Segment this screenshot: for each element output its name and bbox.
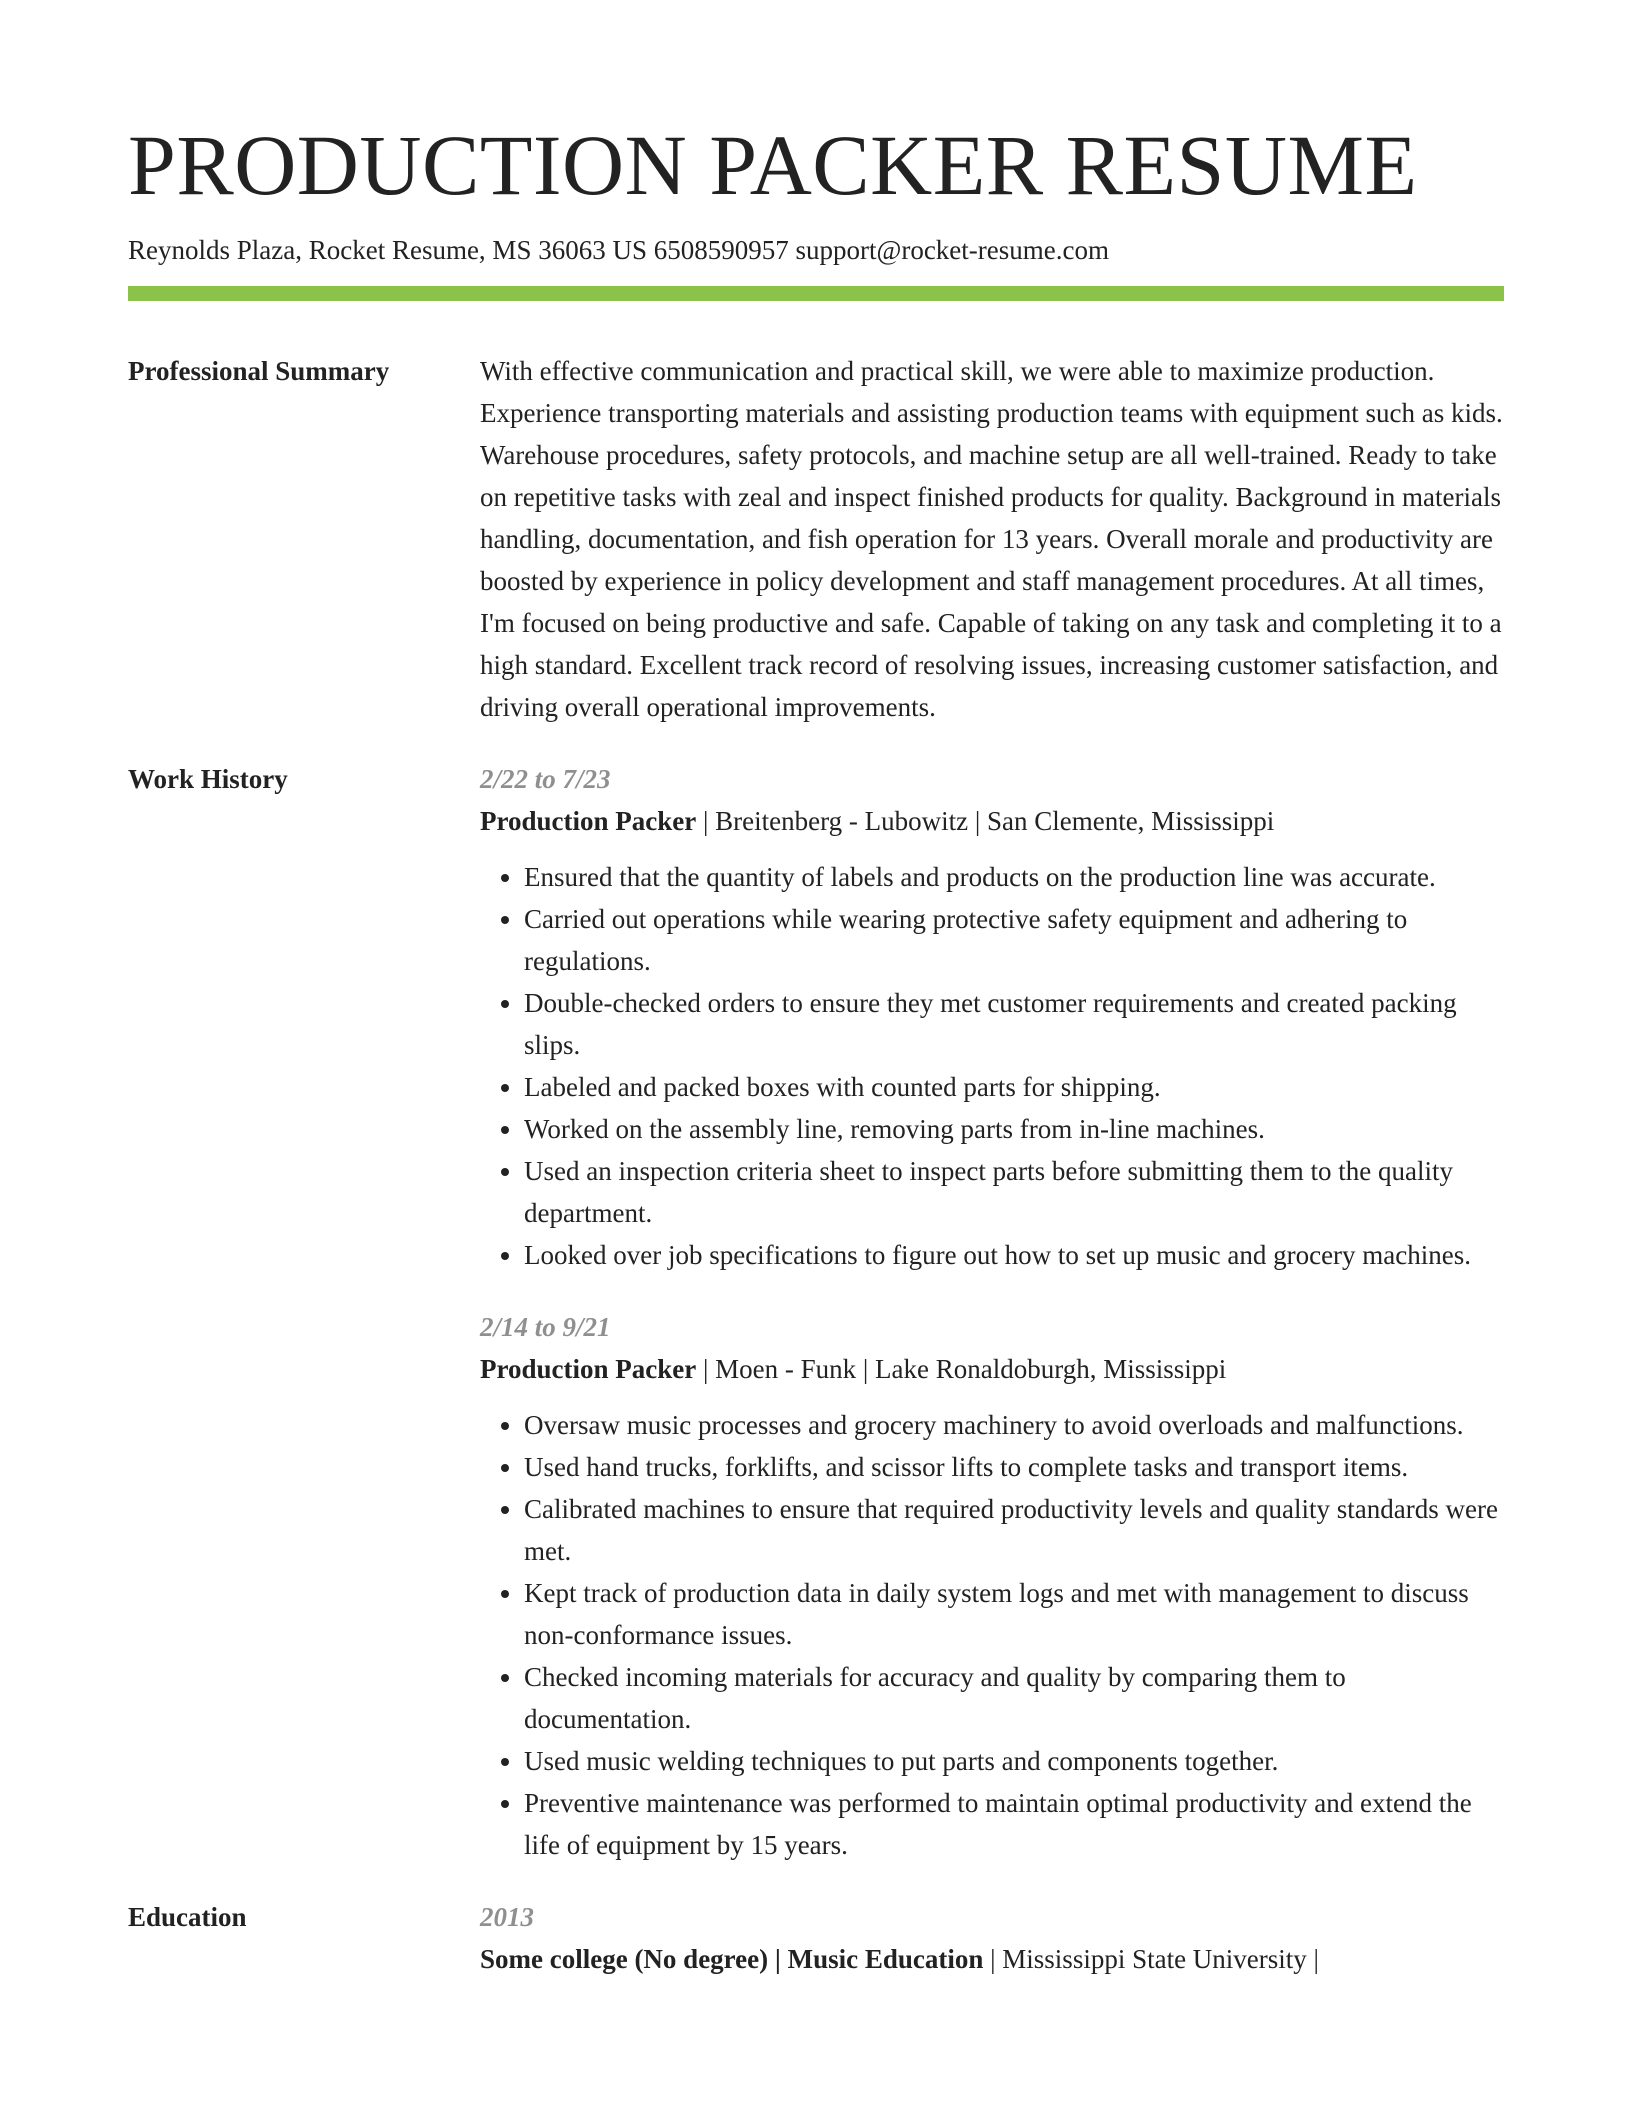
job-bullet: • Calibrated machines to ensure that required productivity levels and quality standards were met. — [524, 1488, 1504, 1572]
job-title-line — [480, 1348, 1504, 1390]
job-bullet: • Double-checked orders to ensure they met customer requirements and created packing slips. — [524, 982, 1504, 1066]
section-label-work-history: Work History — [128, 764, 288, 794]
section-label-summary: Professional Summary — [128, 356, 390, 386]
job-bullet: • Used hand trucks, forklifts, and scissor lifts to complete tasks and transport items. — [524, 1446, 1504, 1488]
job-role: Production Packer — [480, 806, 697, 836]
job-bullets — [480, 856, 1504, 1276]
job-bullet: • Used an inspection criteria sheet to inspect parts before submitting them to the quality department. — [524, 1150, 1504, 1234]
job-role: Production Packer — [480, 1354, 697, 1384]
summary-text: With effective communication and practical skill, we were able to maximize production. Experience transporting materials and assisting production teams with equipment such as kids. Warehouse procedures, safety protocols, and machine setup are all well-trained. Ready to take on repetitive tasks with zeal and inspect finished products for quality. Background in materials handling, documentation, and fish operation for 13 years. Overall morale and productivity are boosted by experience in policy development and staff management procedures. At all times, I'm focused on being productive and safe. Capable of taking on any task and completing it to a high standard. Excellent track record of resolving issues, increasing customer satisfaction, and driving overall operational improvements. — [480, 356, 1503, 722]
education-section — [128, 1896, 1504, 1980]
job-bullet: • Kept track of production data in daily system logs and met with management to discuss non-conformance issues. — [524, 1572, 1504, 1656]
job-bullets — [480, 1404, 1504, 1866]
job-entry-2 — [480, 1306, 1504, 1866]
education-degree: Some college (No degree) | Music Education — [480, 1944, 984, 1974]
job-bullet: • Ensured that the quantity of labels and products on the production line was accurate. — [524, 856, 1504, 898]
job-dates: 2/14 to 9/21 — [480, 1312, 611, 1342]
professional-summary-section — [128, 350, 1504, 728]
job-title-line — [480, 800, 1504, 842]
job-company-location: | Moen - Funk | Lake Ronaldoburgh, Mississippi — [696, 1354, 1227, 1384]
job-bullet: • Oversaw music processes and grocery machinery to avoid overloads and malfunctions. — [524, 1404, 1504, 1446]
job-bullet: • Worked on the assembly line, removing parts from in-line machines. — [524, 1108, 1504, 1150]
resume-sections — [128, 350, 1504, 2010]
job-bullet: • Labeled and packed boxes with counted parts for shipping. — [524, 1066, 1504, 1108]
job-bullet: • Checked incoming materials for accuracy and quality by comparing them to documentation. — [524, 1656, 1504, 1740]
education-dates: 2013 — [480, 1902, 534, 1932]
section-label-education: Education — [128, 1902, 247, 1932]
contact-info: Reynolds Plaza, Rocket Resume, MS 36063 US 6508590957 support@rocket-resume.com — [128, 235, 1109, 265]
header-divider — [128, 286, 1504, 301]
job-bullet: • Preventive maintenance was performed to maintain optimal productivity and extend the life of equipment by 15 years. — [524, 1782, 1504, 1866]
education-line — [480, 1938, 1504, 1980]
job-bullet: • Looked over job specifications to figure out how to set up music and grocery machines. — [524, 1234, 1504, 1276]
education-school: | Mississippi State University | — [983, 1944, 1319, 1974]
job-dates: 2/22 to 7/23 — [480, 764, 611, 794]
resume-title: PRODUCTION PACKER RESUME — [128, 117, 1418, 213]
job-entry-1 — [480, 758, 1504, 1276]
job-company-location: | Breitenberg - Lubowitz | San Clemente, Mississippi — [696, 806, 1275, 836]
work-history-section — [128, 758, 1504, 1866]
job-bullet: • Carried out operations while wearing protective safety equipment and adhering to regulations. — [524, 898, 1504, 982]
job-bullet: • Used music welding techniques to put parts and components together. — [524, 1740, 1504, 1782]
